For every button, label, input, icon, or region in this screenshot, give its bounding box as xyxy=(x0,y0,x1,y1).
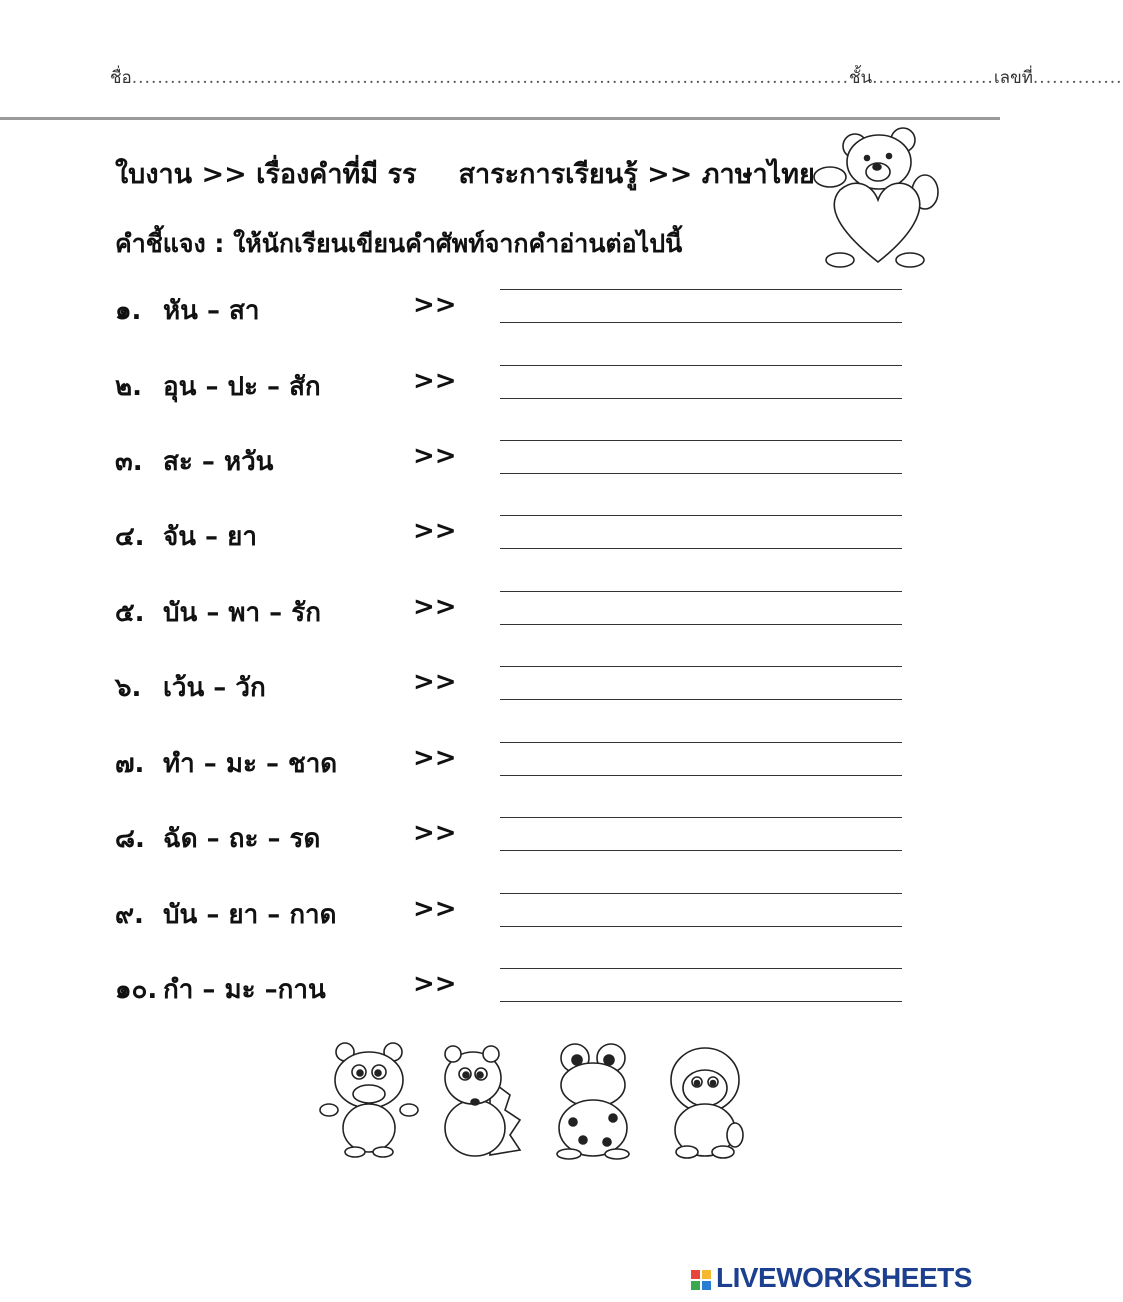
item-arrow: >> xyxy=(413,516,457,546)
answer-line[interactable] xyxy=(500,591,902,592)
item-arrow: >> xyxy=(413,818,457,848)
worksheet-title xyxy=(115,152,815,195)
item-reading: อุน – ปะ – สัก xyxy=(163,372,321,402)
answer-line[interactable] xyxy=(500,548,902,549)
item-reading: ทำ – มะ – ชาด xyxy=(163,749,338,779)
answer-line[interactable] xyxy=(500,699,902,700)
item-arrow: >> xyxy=(413,366,457,396)
answer-line[interactable] xyxy=(500,775,902,776)
item-arrow: >> xyxy=(413,592,457,622)
answer-line[interactable] xyxy=(500,515,902,516)
liveworksheets-brand[interactable] xyxy=(690,1262,972,1294)
item-number: ๓. xyxy=(115,447,143,477)
liveworksheets-logo-icon xyxy=(690,1269,712,1291)
list-item xyxy=(115,818,915,858)
answer-line[interactable] xyxy=(500,926,902,927)
item-number: ๑. xyxy=(115,296,142,326)
list-item xyxy=(115,441,915,481)
list-item xyxy=(115,743,915,783)
hippo-icon xyxy=(320,1043,418,1157)
hedgehog-icon xyxy=(445,1046,520,1156)
answer-line[interactable] xyxy=(500,666,902,667)
item-reading: กำ – มะ –กาน xyxy=(163,975,326,1005)
answer-line[interactable] xyxy=(500,893,902,894)
list-item xyxy=(115,894,915,934)
answer-line[interactable] xyxy=(500,440,902,441)
item-reading: ฉัด – ถะ – รด xyxy=(163,824,321,854)
item-reading: บัน – ยา – กาด xyxy=(163,900,337,930)
item-number: ๕. xyxy=(115,598,145,628)
list-item xyxy=(115,290,915,330)
answer-line[interactable] xyxy=(500,322,902,323)
item-number: ๔. xyxy=(115,522,145,552)
frog-icon xyxy=(557,1044,629,1159)
header-divider xyxy=(0,117,1000,120)
list-item xyxy=(115,516,915,556)
list-item xyxy=(115,366,915,406)
worksheet-subject: สาระการเรียนรู้ >> ภาษาไทย xyxy=(458,159,815,190)
answer-line[interactable] xyxy=(500,968,902,969)
item-reading: บัน – พา – รัก xyxy=(163,598,321,628)
answer-line[interactable] xyxy=(500,742,902,743)
answer-line[interactable] xyxy=(500,398,902,399)
answer-line[interactable] xyxy=(500,1001,902,1002)
answer-line[interactable] xyxy=(500,473,902,474)
list-item xyxy=(115,969,915,1009)
item-reading: เว้น – วัก xyxy=(163,673,266,703)
teddy-bear-heart-icon xyxy=(800,122,945,272)
item-arrow: >> xyxy=(413,969,457,999)
answer-line[interactable] xyxy=(500,624,902,625)
animal-illustrations xyxy=(315,1040,755,1160)
item-number: ๖. xyxy=(115,673,142,703)
item-number: ๑๐. xyxy=(115,975,158,1005)
monkey-icon xyxy=(671,1048,743,1158)
answer-line[interactable] xyxy=(500,817,902,818)
item-arrow: >> xyxy=(413,667,457,697)
instruction-text: คำชี้แจง : ให้นักเรียนเขียนคำศัพท์จากคำอ่านต่อไปนี้ xyxy=(115,229,683,258)
list-item xyxy=(115,592,915,632)
item-arrow: >> xyxy=(413,894,457,924)
item-arrow: >> xyxy=(413,290,457,320)
item-arrow: >> xyxy=(413,441,457,471)
item-number: ๘. xyxy=(115,824,145,854)
item-number: ๙. xyxy=(115,900,144,930)
item-reading: สะ – หวัน xyxy=(163,447,274,477)
answer-line[interactable] xyxy=(500,850,902,851)
item-arrow: >> xyxy=(413,743,457,773)
answer-line[interactable] xyxy=(500,365,902,366)
answer-line[interactable] xyxy=(500,289,902,290)
list-item xyxy=(115,667,915,707)
worksheet-topic: ใบงาน >> เรื่องคำที่มี รร xyxy=(115,159,417,190)
name-label: ชื่อ xyxy=(110,68,132,88)
class-label: ชั้น xyxy=(848,68,873,88)
item-reading: จัน – ยา xyxy=(163,522,257,552)
item-reading: หัน – สา xyxy=(163,296,260,326)
item-number: ๗. xyxy=(115,749,145,779)
student-info-line: ชื่อ................................................................................................................ชั้น...................เลขที่.............. xyxy=(110,68,1123,88)
number-label: เลขที่ xyxy=(993,68,1033,88)
item-number: ๒. xyxy=(115,372,143,402)
brand-name: LIVEWORKSHEETS xyxy=(716,1262,972,1293)
